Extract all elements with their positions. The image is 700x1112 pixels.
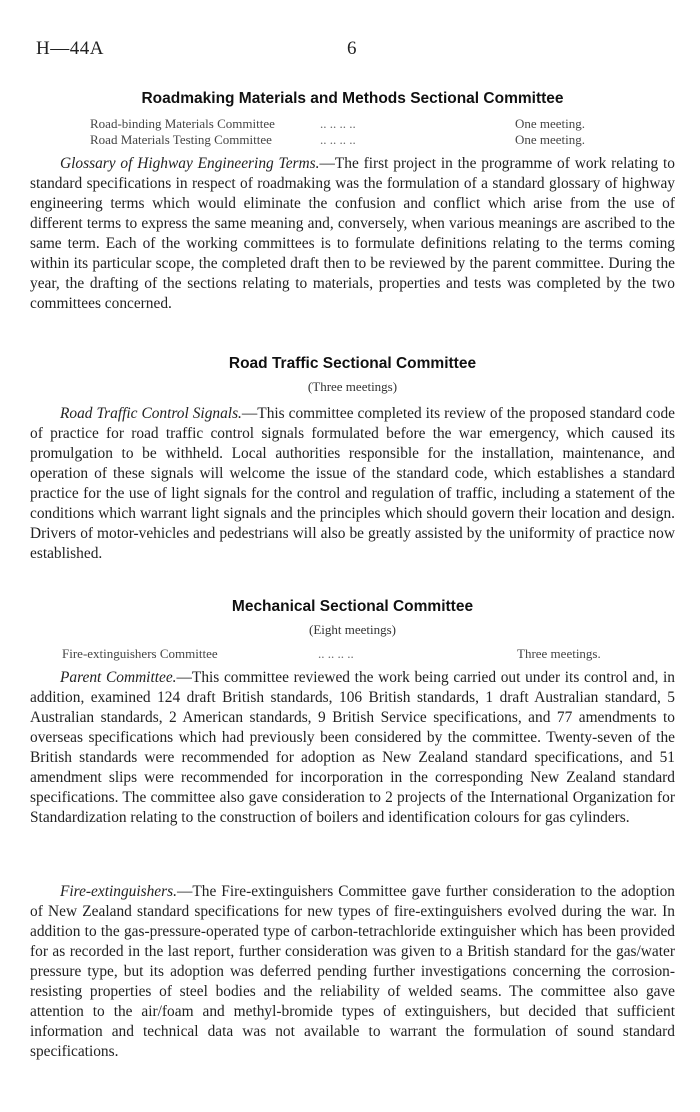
section-roadmaking xyxy=(30,90,675,108)
committee-meetings: One meeting. xyxy=(515,116,586,131)
page-header xyxy=(36,38,664,66)
section-title: Roadmaking Materials and Methods Sectional Committee xyxy=(141,90,564,107)
paragraph-text: —This committee reviewed the work being carried out under its control and, in addition, examined 124 draft British standards, 106 British standards, 1 draft Australian standard, 5 Australian standards, 2 American standards, 9 British Service specifications, and 77 amendments to overseas specifications which had previously been considered by the committee. Twenty-seven of the British standards were recommended for adoption as New Zealand standard specifications, and 51 amendment slips were recommended for incorporation in the corresponding New Zealand standard specifications. The committee also gave consideration to 2 projects of the International Organization for Standardization relating to the construction of boilers and identification colours for gas cylinders. xyxy=(30,669,675,826)
section-title: Mechanical Sectional Committee xyxy=(231,598,474,615)
page-number: 6 xyxy=(347,38,357,59)
committee-leader: .. .. .. .. xyxy=(318,646,354,661)
section-subtitle: (Three meetings) xyxy=(307,379,398,394)
section-road-traffic xyxy=(30,355,675,395)
paragraph-heading: Glossary of Highway Engineering Terms. xyxy=(60,155,320,172)
committee-name: Fire-extinguishers Committee xyxy=(62,646,218,661)
paragraph-heading: Road Traffic Control Signals. xyxy=(60,405,242,422)
paragraph xyxy=(30,668,675,828)
committee-meetings: One meeting. xyxy=(515,132,586,147)
paragraph xyxy=(30,404,675,564)
paragraph-block xyxy=(30,668,675,828)
paragraph-heading: Parent Committee. xyxy=(60,669,177,686)
document-code: H—44A xyxy=(36,38,104,59)
section-subtitle: (Eight meetings) xyxy=(308,622,396,637)
paragraph-text: —The Fire-extinguishers Committee gave further consideration to the adoption of New Zealand standard specifications for new types of fire-extinguishers evolved during the war. In addition to the gas-pressure-operated type of carbon-tetrachloride extinguisher which has been provided for as recorded in the last report, further consideration was given to a British standard for the gas/water pressure type, but its adoption was deferred pending further investigations concerning the corrosion-resisting properties of steel bodies and the reliability of welded seams. The committee also gave attention to the air/foam and methyl-bromide types of extinguishers, but decided that sufficient information and technical data was not available to warrant the formulation of sound standard specifications. xyxy=(30,883,675,1060)
paragraph-text: —The first project in the programme of work relating to standard specifications in respect of roadmaking was the formulation of a standard glossary of highway engineering terms which would eliminate the confusion and conflict which arise from the use of different terms to express the same meaning and, conversely, when various meanings are ascribed to the same term. Each of the working committees is to formulate definitions relating to the terms coming within its particular scope, the completed draft then to be reviewed by the parent committee. During the year, the drafting of the sections relating to materials, properties and tests was completed by the two committees concerned. xyxy=(30,155,675,312)
paragraph-heading: Fire-extinguishers. xyxy=(60,883,177,900)
paragraph-text: —This committee completed its review of the proposed standard code of practice for road traffic control signals formulated before the war emergency, which caused its promulgation to be withheld. Local authorities responsible for the installation, maintenance, and operation of these signals will welcome the issue of the standard code, which establishes a standard practice for the use of light signals for the control and regulation of traffic, including a statement of the conditions which warrant light signals and the principles which should govern their location and design. Drivers of motor-vehicles and pedestrians will also be greatly assisted by the uniformity of practice now established. xyxy=(30,405,675,562)
paragraph xyxy=(30,882,675,1062)
committee-leader: .. .. .. .. xyxy=(320,132,356,147)
paragraph-block xyxy=(30,882,675,1062)
section-title: Road Traffic Sectional Committee xyxy=(228,355,477,372)
paragraph xyxy=(30,154,675,314)
paragraph-block xyxy=(30,154,675,314)
paragraph-block xyxy=(30,404,675,564)
committee-name: Road-binding Materials Committee xyxy=(90,116,275,131)
committee-meetings: Three meetings. xyxy=(517,646,601,661)
section-mechanical xyxy=(30,598,675,638)
committee-leader: .. .. .. .. xyxy=(320,116,356,131)
committee-name: Road Materials Testing Committee xyxy=(90,132,272,147)
